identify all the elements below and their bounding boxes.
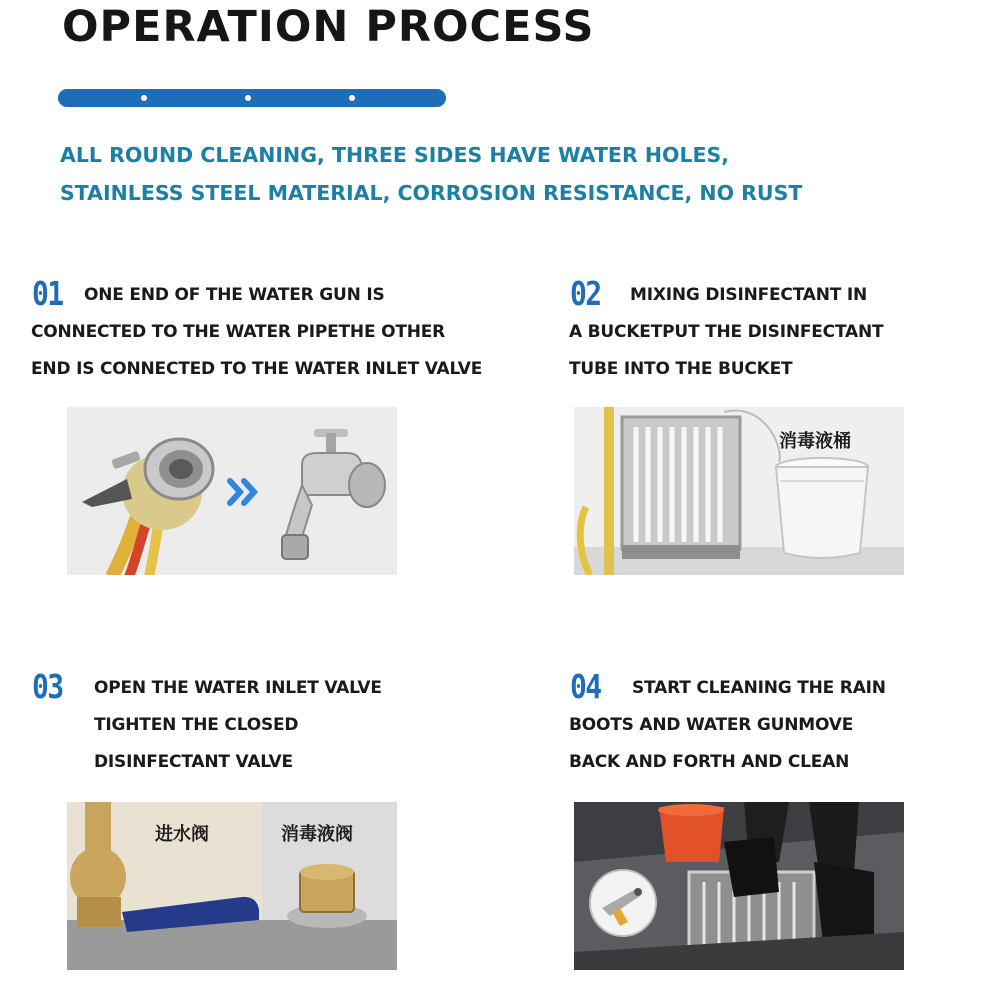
subtitle-line-1: ALL ROUND CLEANING, THREE SIDES HAVE WATER HOLES, — [60, 143, 730, 167]
step-4-image — [574, 802, 904, 970]
step-1-image — [67, 407, 397, 575]
step-3-line-3: DISINFECTANT VALVE — [94, 752, 293, 772]
step-1-number: 01 — [32, 274, 63, 313]
step-3-number: 03 — [32, 667, 63, 706]
step-3-image — [67, 802, 397, 970]
bar-dot — [141, 95, 147, 101]
step-4-line-3: BACK AND FORTH AND CLEAN — [569, 752, 850, 772]
inlet-valve-label: 进水阀 — [155, 824, 209, 845]
step-4-line-1: START CLEANING THE RAIN — [632, 678, 886, 698]
bucket-icon — [772, 457, 872, 562]
disinfectant-valve-label: 消毒液阀 — [281, 824, 353, 845]
title-underline-bar — [58, 89, 446, 107]
step-4-line-2: BOOTS AND WATER GUNMOVE — [569, 715, 854, 735]
step-4-number: 04 — [570, 667, 601, 706]
brass-plug-icon — [282, 860, 372, 930]
step-2-number: 02 — [570, 274, 601, 313]
step-2-line-1: MIXING DISINFECTANT IN — [630, 285, 868, 305]
step-1-line-1: ONE END OF THE WATER GUN IS — [84, 285, 385, 305]
step-1-line-2: CONNECTED TO THE WATER PIPETHE OTHER — [31, 322, 446, 342]
subtitle-line-2: STAINLESS STEEL MATERIAL, CORROSION RESISTANCE, NO RUST — [60, 181, 803, 205]
step-3-line-2: TIGHTEN THE CLOSED — [94, 715, 299, 735]
step-1-line-3: END IS CONNECTED TO THE WATER INLET VALVE — [31, 359, 483, 379]
page-title: OPERATION PROCESS — [62, 2, 595, 52]
water-gun-icon — [588, 868, 658, 938]
step-2-line-2: A BUCKETPUT THE DISINFECTANT — [569, 322, 884, 342]
step-3-line-1: OPEN THE WATER INLET VALVE — [94, 678, 382, 698]
faucet-icon — [272, 425, 392, 565]
step-2-line-3: TUBE INTO THE BUCKET — [569, 359, 793, 379]
bucket-label: 消毒液桶 — [779, 431, 851, 452]
bar-dot — [349, 95, 355, 101]
bar-dot — [245, 95, 251, 101]
double-chevron-right-icon — [227, 477, 263, 507]
step-2-image — [574, 407, 904, 575]
